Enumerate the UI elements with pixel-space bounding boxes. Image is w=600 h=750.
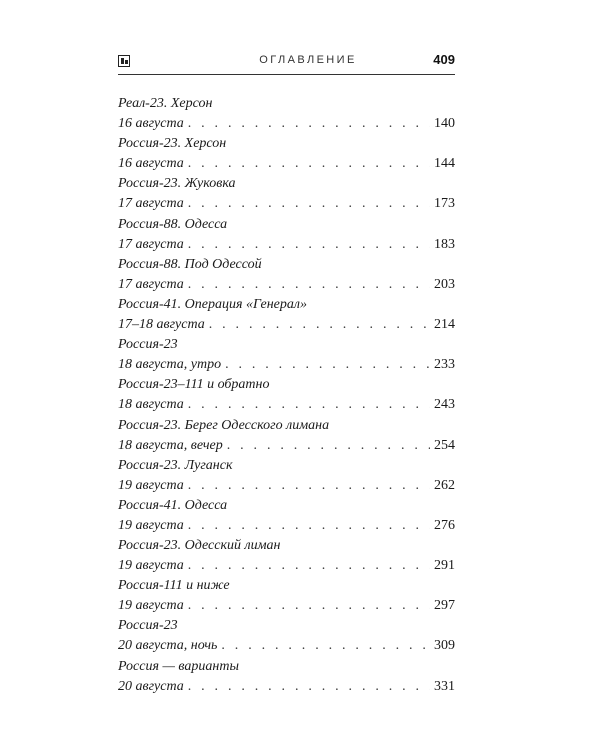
toc-entry-line bbox=[118, 677, 455, 697]
toc-entry-page: 291 bbox=[434, 558, 455, 574]
toc-entry-date: 19 августа bbox=[118, 477, 184, 493]
toc-entry-date: 18 августа, вечер bbox=[118, 437, 223, 453]
toc-entry bbox=[118, 496, 455, 536]
publisher-logo-icon bbox=[118, 55, 130, 67]
toc-entry bbox=[118, 576, 455, 616]
toc-entry-date: 20 августа, ночь bbox=[118, 638, 218, 654]
toc-entry-page: 140 bbox=[434, 116, 455, 131]
dot-leader bbox=[188, 114, 430, 134]
toc-entry-date: 16 августа bbox=[118, 116, 184, 131]
toc-entry-line bbox=[118, 436, 455, 456]
dot-leader bbox=[188, 194, 430, 214]
toc-entry bbox=[118, 255, 455, 295]
dot-leader bbox=[227, 436, 430, 456]
toc-entry bbox=[118, 94, 455, 134]
toc-entry-title: Россия-23. Луганск bbox=[118, 457, 233, 473]
toc-entry-line bbox=[118, 596, 455, 616]
dot-leader bbox=[221, 636, 430, 656]
toc-entry-title: Россия-111 и ниже bbox=[118, 578, 230, 594]
toc-entry-title: Россия-23–111 и обратно bbox=[118, 377, 270, 393]
toc-entry-line bbox=[118, 516, 455, 536]
dot-leader bbox=[188, 275, 430, 295]
toc-entry-line bbox=[118, 275, 455, 295]
running-title: ОГЛАВЛЕНИЕ bbox=[259, 54, 357, 66]
toc-entry-line bbox=[118, 154, 455, 174]
toc-entry-page: 183 bbox=[434, 236, 455, 252]
toc-entry-line bbox=[118, 235, 455, 255]
toc-entry-title: Россия-23 bbox=[118, 337, 178, 353]
toc-entry-date: 19 августа bbox=[118, 558, 184, 574]
toc-entry-title: Россия-41. Одесса bbox=[118, 497, 228, 513]
toc-entry bbox=[118, 416, 455, 456]
toc-entry bbox=[118, 456, 455, 496]
toc-entry-date: 20 августа bbox=[118, 678, 184, 694]
dot-leader bbox=[188, 395, 430, 415]
dot-leader bbox=[188, 476, 430, 496]
table-of-contents bbox=[118, 94, 455, 697]
toc-entry-page: 203 bbox=[434, 276, 455, 292]
toc-entry-date: 17 августа bbox=[118, 196, 184, 212]
toc-entry-line bbox=[118, 476, 455, 496]
page-number: 409 bbox=[433, 52, 455, 67]
toc-entry-date: 19 августа bbox=[118, 517, 184, 533]
toc-entry-date: 19 августа bbox=[118, 598, 184, 614]
toc-entry-page: 254 bbox=[434, 437, 455, 453]
toc-entry-title: Россия-23. Одесский лиман bbox=[118, 538, 281, 554]
dot-leader bbox=[188, 235, 430, 255]
toc-entry-page: 233 bbox=[434, 357, 455, 373]
page-header bbox=[118, 52, 455, 75]
toc-entry-line bbox=[118, 114, 455, 134]
toc-entry-title: Россия-41. Операция «Генерал» bbox=[118, 296, 307, 312]
toc-entry bbox=[118, 335, 455, 375]
toc-entry-title: Россия-88. Одесса bbox=[118, 216, 228, 232]
toc-entry bbox=[118, 174, 455, 214]
toc-entry-line bbox=[118, 355, 455, 375]
toc-entry-title: Россия-23. Берег Одесского лимана bbox=[118, 417, 330, 433]
dot-leader bbox=[188, 556, 430, 576]
toc-entry bbox=[118, 375, 455, 415]
toc-entry bbox=[118, 616, 455, 656]
toc-entry-page: 144 bbox=[434, 156, 455, 172]
toc-entry-line bbox=[118, 194, 455, 214]
toc-entry-title: Россия-23. Жуковка bbox=[118, 176, 236, 192]
toc-entry-date: 17 августа bbox=[118, 236, 184, 252]
toc-entry-line bbox=[118, 636, 455, 656]
toc-entry bbox=[118, 215, 455, 255]
dot-leader bbox=[188, 677, 430, 697]
toc-entry bbox=[118, 134, 455, 174]
toc-entry-page: 309 bbox=[434, 638, 455, 654]
dot-leader bbox=[188, 516, 430, 536]
toc-entry-line bbox=[118, 395, 455, 415]
toc-entry-line bbox=[118, 315, 455, 335]
toc-entry-date: 18 августа, утро bbox=[118, 357, 222, 373]
toc-entry-page: 173 bbox=[434, 196, 455, 212]
dot-leader bbox=[225, 355, 430, 375]
toc-entry bbox=[118, 295, 455, 335]
toc-entry-page: 276 bbox=[434, 517, 455, 533]
toc-entry-page: 214 bbox=[434, 316, 455, 332]
dot-leader bbox=[209, 315, 430, 335]
toc-entry bbox=[118, 657, 455, 697]
toc-entry-title: Россия-88. Под Одессой bbox=[118, 256, 262, 272]
toc-entry-title: Россия — варианты bbox=[118, 658, 239, 674]
toc-entry-page: 262 bbox=[434, 477, 455, 493]
toc-entry-date: 16 августа bbox=[118, 156, 184, 172]
toc-entry-date: 17–18 августа bbox=[118, 316, 205, 332]
toc-entry-title: Россия-23. Херсон bbox=[118, 136, 227, 152]
toc-entry-page: 297 bbox=[434, 598, 455, 614]
toc-entry-page: 243 bbox=[434, 397, 455, 413]
toc-entry-date: 17 августа bbox=[118, 276, 184, 292]
toc-entry bbox=[118, 536, 455, 576]
dot-leader bbox=[188, 596, 430, 616]
toc-entry-page: 331 bbox=[434, 678, 455, 694]
dot-leader bbox=[188, 154, 430, 174]
toc-entry-line bbox=[118, 556, 455, 576]
toc-entry-title: Россия-23 bbox=[118, 618, 178, 634]
toc-entry-date: 18 августа bbox=[118, 397, 184, 413]
toc-entry-title: Реал-23. Херсон bbox=[118, 96, 213, 111]
